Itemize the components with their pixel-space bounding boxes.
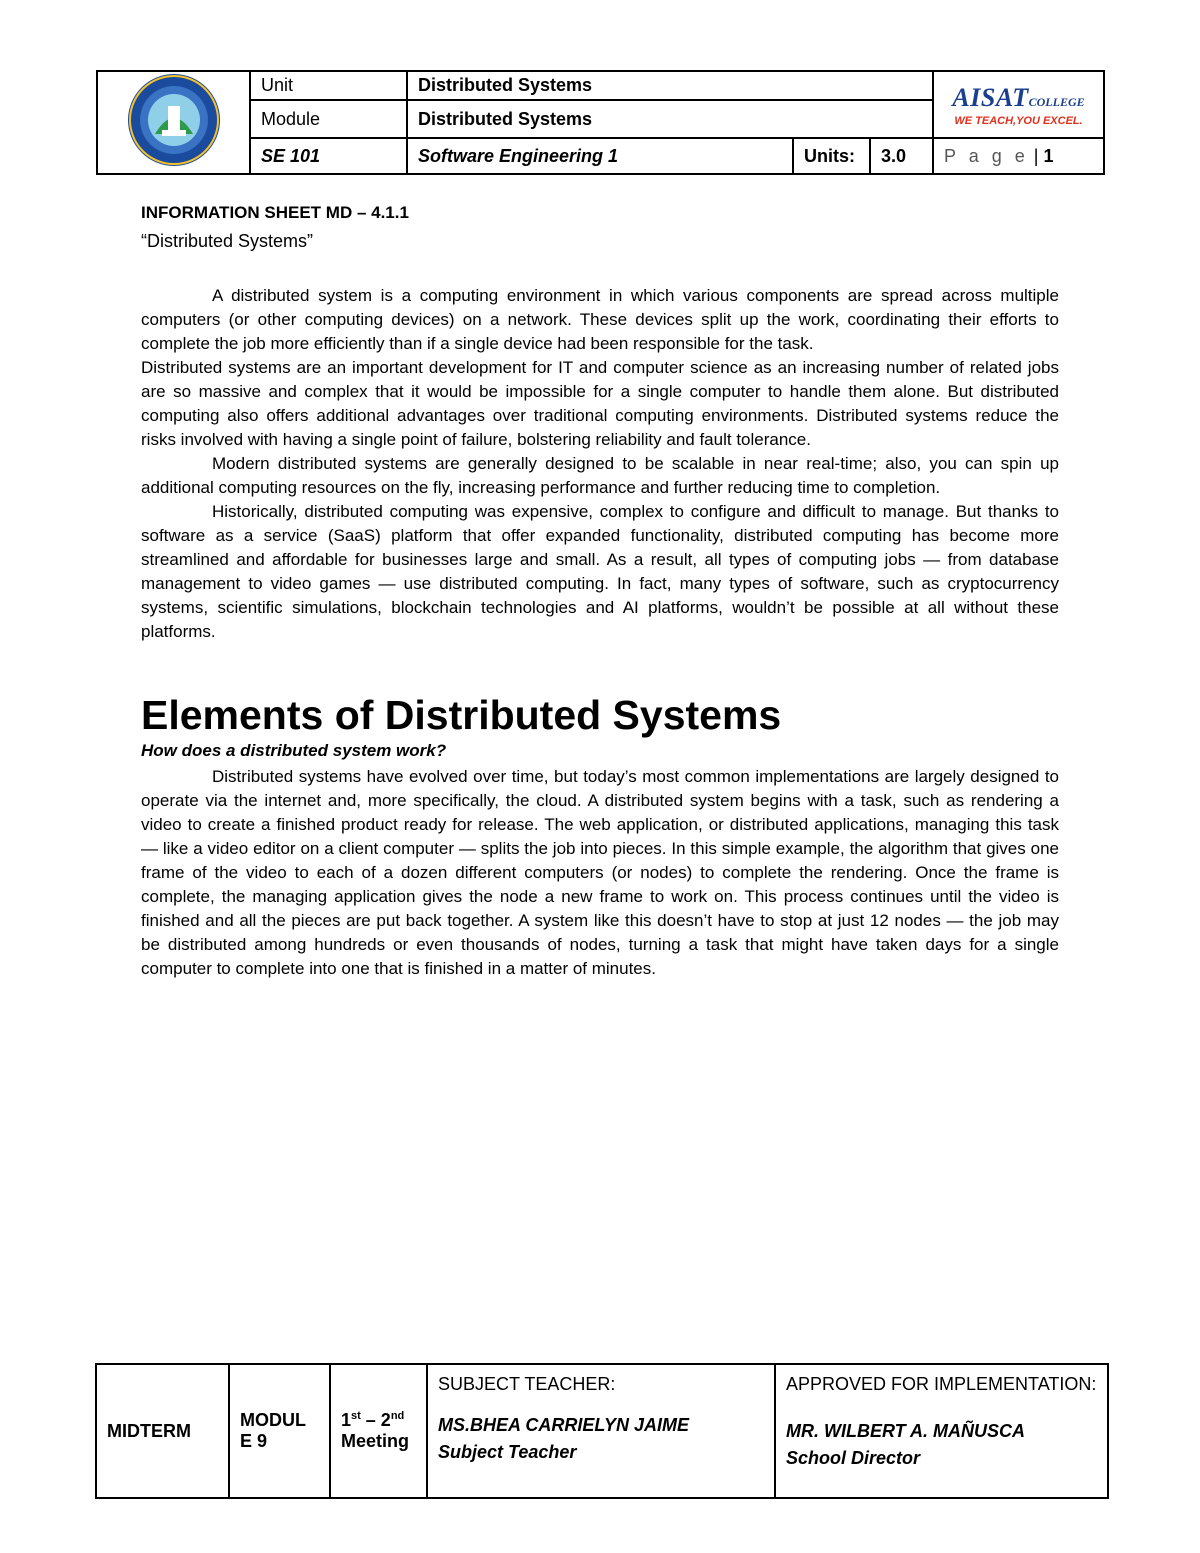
module-value: Distributed Systems bbox=[407, 100, 933, 138]
meeting-cell bbox=[330, 1364, 427, 1498]
unit-value: Distributed Systems bbox=[407, 71, 933, 100]
paragraph: Historically, distributed computing was expensive, complex to configure and difficult to manage. But thanks to software as a service (SaaS) platform that offer expanded functionality, distributed computing has become more streamlined and affordable for businesses large and small. As a result, all types of computing jobs — from database management to video games — use distributed computing. In fact, many types of software, such as cryptocurrency systems, scientific simulations, blockchain technologies and AI platforms, wouldn’t be possible at all without these platforms. bbox=[141, 502, 1059, 641]
brand-college: COLLEGE bbox=[1028, 94, 1085, 109]
meeting-dash: – 2 bbox=[360, 1410, 391, 1430]
sheet-title: INFORMATION SHEET MD – 4.1.1 bbox=[141, 203, 409, 222]
page-label: P a g e bbox=[944, 145, 1029, 166]
paragraph: Modern distributed systems are generally designed to be scalable in near real-time; also, you can spin up additional computing resources on the fly, increasing performance and further reducing time to completion. bbox=[141, 454, 1059, 497]
module-label: Module bbox=[250, 100, 407, 138]
section-question: How does a distributed system work? bbox=[141, 741, 447, 760]
header-table bbox=[96, 70, 1105, 175]
director-name: MR. WILBERT A. MAÑUSCA bbox=[786, 1421, 1025, 1441]
term-cell: MIDTERM bbox=[96, 1364, 229, 1498]
module-cell: MODUL E 9 bbox=[229, 1364, 330, 1498]
course-code: SE 101 bbox=[250, 138, 407, 174]
school-seal-cell bbox=[97, 71, 250, 174]
paragraph: A distributed system is a computing environment in which various components are spread across multiple computers (or other computing devices) on a network. These devices split up the work, coordinating their efforts to complete the job more efficiently than if a single device had been responsible for the task. bbox=[141, 286, 1059, 353]
teacher-cell bbox=[427, 1364, 775, 1498]
paragraph: Distributed systems are an important development for IT and computer science as an increasing number of related jobs are so massive and complex that it would be impossible for a single computer to handle them alone. But distributed computing also offers additional advantages over traditional computing environments. Distributed systems reduce the risks involved with having a single point of failure, bolstering reliability and fault tolerance. bbox=[141, 358, 1059, 449]
meeting-start-sup: st bbox=[351, 1410, 361, 1422]
aisat-brand bbox=[933, 71, 1104, 138]
page-number-cell bbox=[933, 138, 1104, 174]
approved-label: APPROVED FOR IMPLEMENTATION: bbox=[786, 1374, 1097, 1394]
meeting-start: 1 bbox=[341, 1410, 352, 1430]
paragraph: Distributed systems have evolved over time, but today’s most common implementations are largely designed to operate via the internet and, more specifically, the cloud. A distributed system begins with a task, such as rendering a video to create a finished product ready for release. The web application, or distributed applications, managing this task — like a video editor on a client computer — splits the job into pieces. In this simple example, the algorithm that gives one frame of the video to each of a dozen different computers (or nodes) to complete the rendering. Once the frame is complete, the managing application gives the node a new frame to work on. This process continues until the video is finished and all the pieces are put back together. A system like this doesn’t have to stop at just 12 nodes — the job may be distributed among hundreds or even thousands of nodes, turning a task that might have taken days for a single computer to complete into one that is finished in a matter of minutes. bbox=[141, 767, 1059, 978]
page-number: 1 bbox=[1043, 145, 1054, 166]
meeting-end-sup: nd bbox=[390, 1410, 405, 1422]
units-label: Units: bbox=[793, 138, 870, 174]
brand-tagline: WE TEACH,YOU EXCEL. bbox=[954, 114, 1083, 127]
intro-body bbox=[141, 284, 1059, 644]
teacher-label: SUBJECT TEACHER: bbox=[438, 1374, 616, 1394]
course-title: Software Engineering 1 bbox=[407, 138, 793, 174]
page-separator: | bbox=[1033, 145, 1039, 166]
section-body bbox=[141, 765, 1059, 981]
sheet-subtitle: “Distributed Systems” bbox=[141, 231, 314, 251]
director-role: School Director bbox=[786, 1448, 921, 1468]
unit-label: Unit bbox=[250, 71, 407, 100]
footer-table bbox=[95, 1363, 1109, 1499]
school-seal-logo bbox=[122, 72, 226, 168]
units-value: 3.0 bbox=[870, 138, 933, 174]
section-heading: Elements of Distributed Systems bbox=[141, 692, 782, 738]
approval-cell bbox=[775, 1364, 1108, 1498]
teacher-role: Subject Teacher bbox=[438, 1442, 577, 1462]
teacher-name: MS.BHEA CARRIELYN JAIME bbox=[438, 1415, 690, 1435]
meeting-label: Meeting bbox=[341, 1431, 410, 1451]
brand-name: AISAT bbox=[952, 82, 1029, 112]
